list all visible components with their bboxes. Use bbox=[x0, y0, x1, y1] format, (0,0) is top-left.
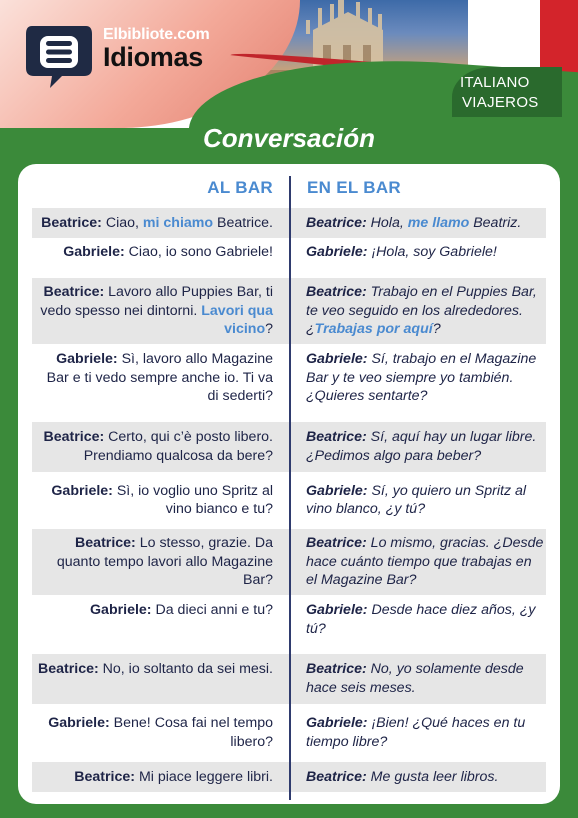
spanish-line bbox=[306, 660, 546, 697]
line-text: Sí, trabajo en el Magazine Bar y te veo siempre yo también. ¿Quieres sentarte? bbox=[306, 351, 537, 405]
italian-line bbox=[32, 243, 273, 262]
line-text: Beatriz. bbox=[469, 214, 522, 231]
column-heading-spanish: EN EL BAR bbox=[307, 178, 402, 197]
speaker-name: Gabriele: bbox=[306, 244, 368, 260]
italian-line bbox=[32, 714, 273, 751]
line-text: Hola, bbox=[366, 214, 408, 231]
speaker-name: Gabriele: bbox=[306, 351, 368, 367]
spanish-line bbox=[306, 428, 546, 465]
italian-line bbox=[32, 214, 273, 233]
speaker-name: Beatrice: bbox=[306, 429, 367, 446]
highlighted-phrase: mi chiamo bbox=[142, 214, 214, 231]
speaker-name: Beatrice: bbox=[306, 535, 367, 552]
line-text: Me gusta leer libros. bbox=[366, 768, 499, 785]
line-text: No, io soltanto da sei mesi. bbox=[98, 661, 273, 678]
highlighted-phrase: Lavori qua vicino bbox=[201, 302, 273, 338]
line-text: Certo, qui c’è posto libero. Prendiamo qualcosa da bere? bbox=[83, 429, 273, 464]
spanish-line bbox=[306, 482, 546, 519]
speaker-name: Gabriele: bbox=[90, 602, 152, 618]
line-text: Mi piace leggere libri. bbox=[135, 768, 273, 785]
spanish-line bbox=[306, 214, 546, 233]
line-text: Lavoro allo Puppies Bar, ti vedo spesso nei dintorni. bbox=[40, 284, 273, 319]
speaker-name: Gabriele: bbox=[306, 602, 368, 618]
italian-line bbox=[32, 768, 273, 787]
speaker-name: Beatrice: bbox=[74, 768, 135, 785]
italian-line bbox=[32, 534, 273, 590]
line-text: Lo mismo, gracias. ¿Desde hace cuánto tiempo que trabajas en el Magazine Bar? bbox=[306, 535, 544, 589]
column-heading-italian: AL BAR bbox=[207, 178, 273, 197]
spanish-line bbox=[306, 601, 546, 638]
speaker-name: Beatrice: bbox=[41, 214, 102, 231]
speaker-name: Beatrice: bbox=[75, 535, 136, 552]
line-text: ¡Hola, soy Gabriele! bbox=[367, 244, 497, 260]
italian-line bbox=[32, 283, 273, 339]
flag-white-stripe bbox=[490, 0, 540, 60]
page-title: Conversación bbox=[203, 123, 375, 153]
speaker-name: Gabriele: bbox=[56, 351, 118, 367]
speaker-name: Beatrice: bbox=[43, 429, 105, 446]
speaker-name: Gabriele: bbox=[306, 715, 368, 732]
spanish-line bbox=[306, 534, 546, 590]
chat-bubble-logo-icon bbox=[24, 20, 94, 90]
italian-line bbox=[32, 428, 273, 465]
line-text: Sí, yo quiero un Spritz al vino blanco, ¿y tú? bbox=[306, 482, 527, 518]
line-text: ? bbox=[265, 321, 273, 338]
speaker-name: Gabriele: bbox=[51, 482, 113, 499]
italian-line bbox=[32, 601, 273, 620]
line-text: Lo stesso, grazie. Da quanto tempo lavori allo Magazine Bar? bbox=[56, 535, 273, 589]
spanish-line bbox=[306, 768, 546, 787]
speaker-name: Gabriele: bbox=[48, 715, 110, 732]
line-text: No, yo solamente desde hace seis meses. bbox=[306, 661, 524, 696]
badge-language: ITALIANO bbox=[460, 74, 530, 91]
line-text: Beatrice. bbox=[213, 214, 273, 231]
line-text: Ciao, bbox=[101, 214, 143, 231]
highlighted-phrase: Trabajas por aquí bbox=[314, 321, 433, 338]
brand-name: Idiomas bbox=[103, 42, 203, 72]
line-text: Bene! Cosa fai nel tempo libero? bbox=[109, 715, 273, 750]
speaker-name: Beatrice: bbox=[306, 214, 367, 231]
speaker-name: Beatrice: bbox=[37, 661, 99, 678]
column-divider bbox=[289, 176, 291, 800]
speaker-name: Beatrice: bbox=[306, 768, 367, 785]
line-text: Sì, io voglio uno Spritz al vino bianco e tu? bbox=[112, 482, 273, 518]
line-text: ¡Bien! ¿Qué haces en tu tiempo libre? bbox=[306, 715, 526, 750]
badge-level: VIAJEROS bbox=[462, 94, 539, 111]
speaker-name: Gabriele: bbox=[306, 482, 368, 499]
highlighted-phrase: me llamo bbox=[407, 214, 470, 231]
italian-line bbox=[32, 350, 273, 406]
line-text: ? bbox=[432, 321, 441, 338]
line-text: Ciao, io sono Gabriele! bbox=[124, 244, 273, 260]
line-text: Trabajo en el Puppies Bar, te veo seguido en los alrededores. ¿ bbox=[306, 284, 537, 338]
line-text: Sì, lavoro allo Magazine Bar e ti vedo sempre anche io. Ti va di sederti? bbox=[46, 351, 273, 405]
line-text: Da dieci anni e tu? bbox=[151, 602, 273, 618]
speaker-name: Beatrice: bbox=[306, 284, 367, 301]
spanish-line bbox=[306, 283, 546, 339]
spanish-line bbox=[306, 714, 546, 751]
line-text: Desde hace diez años, ¿y tú? bbox=[306, 602, 536, 637]
spanish-line bbox=[306, 350, 546, 406]
italian-line bbox=[32, 660, 273, 679]
line-text: Sí, aquí hay un lugar libre. ¿Pedimos algo para beber? bbox=[306, 429, 537, 464]
speaker-name: Beatrice: bbox=[306, 661, 367, 678]
italian-line bbox=[32, 482, 273, 519]
speaker-name: Gabriele: bbox=[63, 244, 125, 260]
speaker-name: Beatrice: bbox=[43, 284, 105, 301]
spanish-line bbox=[306, 243, 546, 262]
brand-domain: Elbibliote.com bbox=[103, 26, 210, 43]
